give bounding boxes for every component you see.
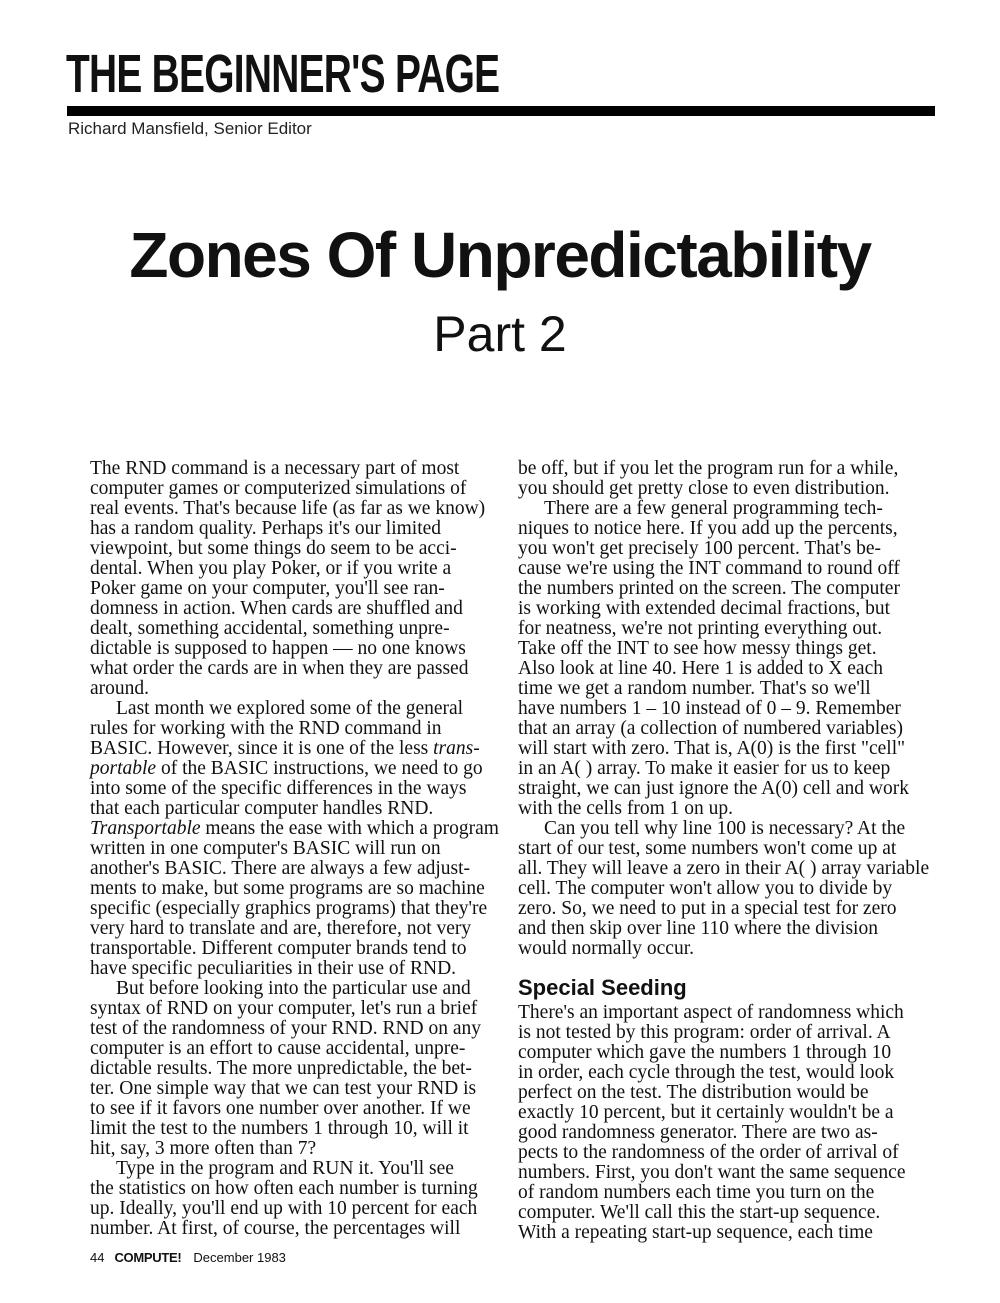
- text-line: with the cells from 1 on up.: [518, 798, 734, 819]
- text-line: computer. We'll call this the start-up sequence.: [518, 1202, 881, 1223]
- text-line: very hard to translate and are, therefore, not very: [90, 918, 472, 939]
- text-line: numbers. First, you don't want the same sequence: [518, 1162, 906, 1183]
- text-line: cause we're using the INT command to round off: [518, 558, 900, 579]
- text-line: pects to the randomness of the order of arrival of: [518, 1142, 899, 1163]
- text-line: dental. When you play Poker, or if you write a: [90, 558, 452, 579]
- text-line: There's an important aspect of randomness which: [518, 1002, 904, 1023]
- text-line: has a random quality. Perhaps it's our limited: [90, 518, 442, 539]
- section-heading: Special Seeding: [518, 975, 687, 1000]
- text-line: ter. One simple way that we can test your RND is: [90, 1078, 477, 1099]
- text-line: another's BASIC. There are always a few adjust-: [90, 858, 471, 879]
- text-line: Can you tell why line 100 is necessary? At the: [544, 818, 906, 839]
- text-line: for neatness, we're not printing everything out.: [518, 618, 883, 639]
- text-line: you should get pretty close to even distribution.: [518, 478, 890, 499]
- text-line: transportable. Different computer brands tend to: [90, 938, 467, 959]
- byline: Richard Mansfield, Senior Editor: [68, 119, 312, 138]
- text-line: straight, we can just ignore the A(0) cell and work: [518, 778, 909, 799]
- text-line: limit the test to the numbers 1 through 10, will it: [90, 1118, 469, 1139]
- section-header: THE BEGINNER'S PAGE: [66, 44, 500, 104]
- text-line: ments to make, but some programs are so machine: [90, 878, 485, 899]
- header-rule: [67, 106, 935, 116]
- text-line: that each particular computer handles RND.: [90, 798, 434, 819]
- text-line: test of the randomness of your RND. RND on any: [90, 1018, 482, 1039]
- text-line: computer is an effort to cause accidental, unpre-: [90, 1038, 466, 1059]
- text-line: that an array (a collection of numbered variables): [518, 718, 903, 739]
- text-line: cell. The computer won't allow you to divide by: [518, 878, 893, 899]
- text-line: The RND command is a necessary part of most: [90, 458, 460, 479]
- text-line: you won't get precisely 100 percent. That's be-: [518, 538, 881, 559]
- text-line: is not tested by this program: order of arrival. A: [518, 1022, 891, 1043]
- text-line: time we get a random number. That's so we'll: [518, 678, 871, 699]
- text-line: all. They will leave a zero in their A( ) array variable: [518, 858, 930, 879]
- text-line: be off, but if you let the program run for a while,: [518, 458, 899, 479]
- text-line: into some of the specific differences in the ways: [90, 778, 467, 799]
- text-line: rules for working with the RND command in: [90, 718, 442, 739]
- text-line: number. At first, of course, the percentages will: [90, 1218, 461, 1239]
- text-line: dictable results. The more unpredictable, the bet-: [90, 1058, 472, 1079]
- issue-date: December 1983: [193, 1250, 286, 1265]
- text-line: will start with zero. That is, A(0) is the first "cell": [518, 738, 906, 759]
- text-line: exactly 10 percent, but it certainly wouldn't be a: [518, 1102, 894, 1123]
- text-line: [90, 759, 499, 779]
- text-line: niques to notice here. If you add up the percents,: [518, 518, 898, 539]
- article-subtitle: Part 2: [433, 306, 567, 362]
- text-line: There are a few general programming tech-: [544, 498, 883, 519]
- text-line: computer games or computerized simulations of: [90, 478, 467, 499]
- text-line: perfect on the test. The distribution would be: [518, 1082, 869, 1103]
- page-footer: [90, 1250, 286, 1265]
- text-line: have specific peculiarities in their use of RND.: [90, 958, 457, 979]
- right-column-bottom: [518, 1003, 905, 1243]
- right-column-top: [518, 459, 929, 959]
- text-line: [90, 739, 499, 759]
- text-line: syntax of RND on your computer, let's run a brief: [90, 998, 478, 1019]
- text-segment: means the ease with which a program: [200, 818, 499, 839]
- text-line: would normally occur.: [518, 938, 695, 959]
- text-line: what order the cards are in when they are passed: [90, 658, 469, 679]
- text-line: around.: [90, 678, 150, 699]
- text-line: dictable is supposed to happen — no one knows: [90, 638, 466, 659]
- text-line: in order, each cycle through the test, would look: [518, 1062, 895, 1083]
- text-line: dealt, something accidental, something unpre-: [90, 618, 450, 639]
- text-line: written in one computer's BASIC will run on: [90, 838, 441, 859]
- text-line: Type in the program and RUN it. You'll see: [116, 1158, 454, 1179]
- text-line: have numbers 1 – 10 instead of 0 – 9. Remember: [518, 698, 901, 719]
- text-line: Take off the INT to see how messy things get.: [518, 638, 877, 659]
- text-segment: BASIC. However, since it is one of the less: [90, 738, 434, 759]
- text-line: start of our test, some numbers won't come up at: [518, 838, 897, 859]
- text-line: of random numbers each time you turn on the: [518, 1182, 875, 1203]
- text-line: Poker game on your computer, you'll see ran-: [90, 578, 445, 599]
- text-line: is working with extended decimal fractions, but: [518, 598, 891, 619]
- page-number: 44: [90, 1250, 105, 1265]
- text-line: viewpoint, but some things do seem to be acci-: [90, 538, 457, 559]
- text-line: But before looking into the particular use and: [116, 978, 471, 999]
- text-line: and then skip over line 110 where the division: [518, 918, 878, 939]
- magazine-name: COMPUTE!: [114, 1250, 182, 1265]
- text-line: specific (especially graphics programs) that they're: [90, 898, 488, 919]
- italic-text: trans-: [433, 738, 480, 759]
- text-segment: of the BASIC instructions, we need to go: [156, 758, 483, 779]
- left-column: [90, 459, 499, 1239]
- text-line: good randomness generator. There are two as-: [518, 1122, 878, 1143]
- text-line: real events. That's because life (as far as we know): [90, 498, 486, 519]
- text-line: [90, 819, 499, 839]
- italic-text: Transportable: [90, 818, 201, 839]
- text-line: in an A( ) array. To make it easier for us to keep: [518, 758, 891, 779]
- text-line: the statistics on how often each number is turning: [90, 1178, 478, 1199]
- text-line: domness in action. When cards are shuffled and: [90, 598, 463, 619]
- article-title: Zones Of Unpredictability: [129, 219, 871, 291]
- text-line: Also look at line 40. Here 1 is added to X each: [518, 658, 883, 679]
- text-line: computer which gave the numbers 1 through 10: [518, 1042, 892, 1063]
- text-line: to see if it favors one number over another. If we: [90, 1098, 471, 1119]
- text-line: hit, say, 3 more often than 7?: [90, 1138, 317, 1159]
- text-line: zero. So, we need to put in a special test for zero: [518, 898, 897, 919]
- text-line: up. Ideally, you'll end up with 10 percent for each: [90, 1198, 478, 1219]
- text-line: With a repeating start-up sequence, each time: [518, 1222, 873, 1243]
- text-line: Last month we explored some of the general: [116, 698, 464, 719]
- text-line: the numbers printed on the screen. The computer: [518, 578, 900, 599]
- italic-text: portable: [90, 758, 157, 779]
